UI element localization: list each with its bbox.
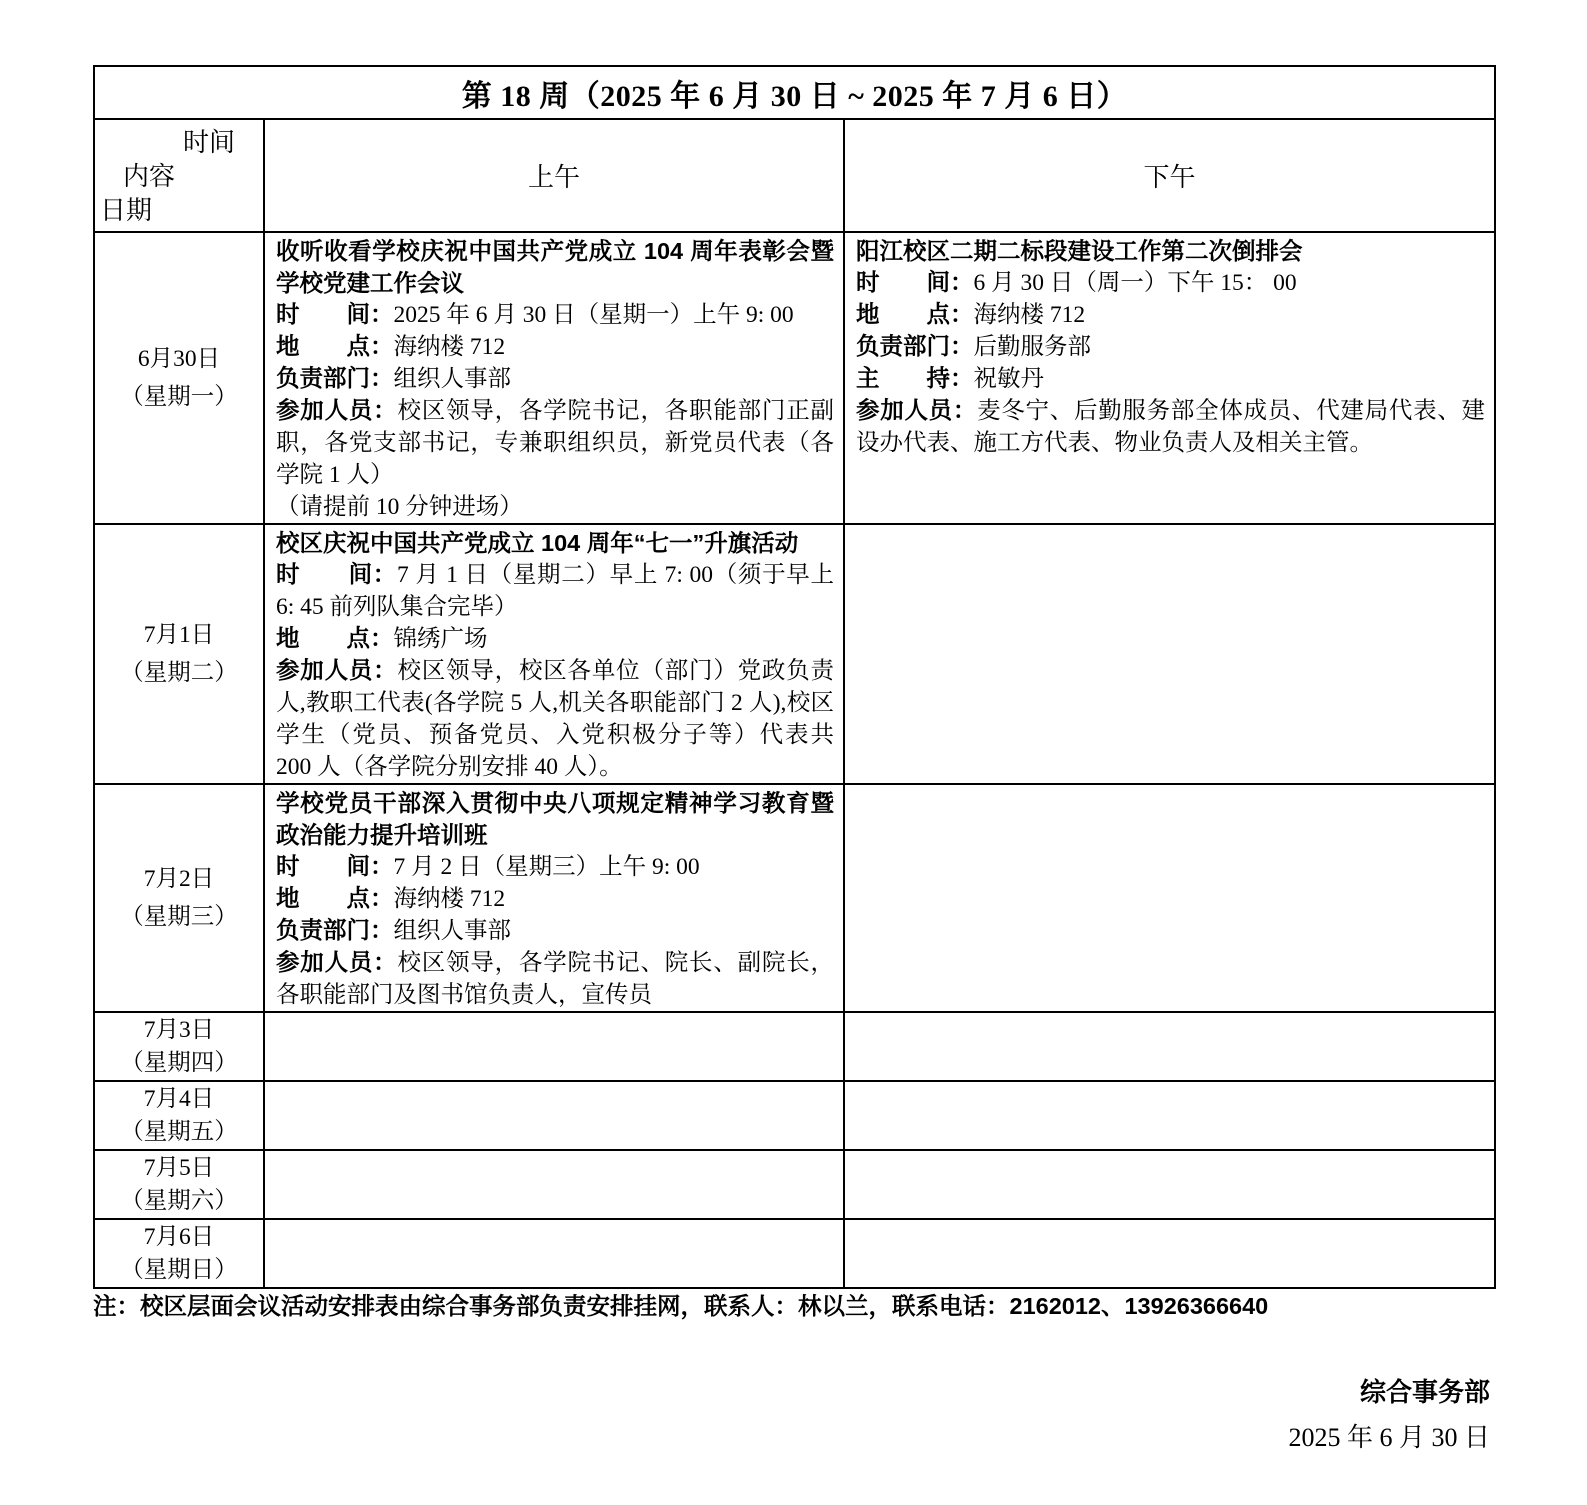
event-cell-morning: [264, 524, 844, 784]
date-cell: [94, 784, 264, 1012]
field-value: 祝敏丹: [973, 366, 1044, 392]
table-row: [94, 119, 1495, 232]
date-cell: [94, 1150, 264, 1219]
event-field-participants: [276, 395, 834, 491]
event-field-place: [276, 331, 834, 363]
event-title: 学校党员干部深入贯彻中央八项规定精神学习教育暨政治能力提升培训班: [276, 790, 834, 848]
column-header-morning: 上午: [264, 119, 844, 232]
date-cell: [94, 1219, 264, 1288]
event-field-place: [856, 299, 1485, 331]
field-label: 时 间：: [276, 562, 398, 588]
event-title: 阳江校区二期二标段建设工作第二次倒排会: [856, 238, 1303, 264]
table-row: [94, 1012, 1495, 1081]
event-field-department: [276, 363, 834, 395]
corner-header-cell: [94, 119, 264, 232]
weekday-text: （星期二）: [120, 660, 238, 686]
corner-label-content: 内容: [123, 161, 176, 191]
event-cell-afternoon-empty: [844, 784, 1495, 1012]
event-field-department: [856, 331, 1485, 363]
date-text: 7月3日: [143, 1016, 215, 1043]
weekday-text: （星期六）: [120, 1187, 238, 1214]
table-row: [94, 1219, 1495, 1288]
field-value: 2025 年 6 月 30 日（星期一）上午 9: 00: [393, 302, 794, 328]
field-value: 后勤服务部: [973, 334, 1091, 360]
event-title: 校区庆祝中国共产党成立 104 周年“七一”升旗活动: [276, 530, 799, 556]
field-label: 负责部门：: [276, 366, 394, 392]
field-label: 负责部门：: [856, 334, 974, 360]
event-field-time: [276, 299, 834, 331]
event-cell-afternoon-empty: [844, 1219, 1495, 1288]
field-value: 6 月 30 日（周一）下午 15： 00: [973, 270, 1297, 296]
date-cell: [94, 232, 264, 524]
event-cell-afternoon-empty: [844, 524, 1495, 784]
date-text: 7月5日: [143, 1154, 215, 1181]
field-value: 组织人事部: [393, 366, 511, 392]
event-field-department: [276, 915, 834, 947]
field-value: 校区领导，校区各单位（部门）党政负责人,教职工代表(各学院 5 人,机关各职能部门 2 人),校区学生（党员、预备党员、入党积极分子等）代表共 200 人（各学院分别安排 40 人）。: [276, 658, 835, 780]
event-field-time: [276, 559, 834, 623]
field-label: 参加人员：: [276, 950, 398, 976]
event-field-place: [276, 623, 834, 655]
event-field-participants: [276, 655, 834, 783]
field-label: 负责部门：: [276, 918, 394, 944]
table-row: [94, 524, 1495, 784]
table-row: [94, 232, 1495, 524]
field-label: 时 间：: [856, 270, 974, 296]
field-label: 参加人员：: [276, 658, 398, 684]
event-cell-afternoon-empty: [844, 1081, 1495, 1150]
table-row: [94, 1081, 1495, 1150]
field-value: 组织人事部: [393, 918, 511, 944]
table-row: [94, 1150, 1495, 1219]
field-value: 海纳楼 712: [393, 886, 506, 912]
column-header-afternoon: 下午: [844, 119, 1495, 232]
signature-date: 2025 年 6 月 30 日: [1288, 1423, 1490, 1452]
date-text: 6月30日: [137, 346, 221, 372]
field-value: 7 月 2 日（星期三）上午 9: 00: [393, 854, 700, 880]
field-value: 校区领导，各学院书记，各职能部门正副职，各党支部书记，专兼职组织员，新党员代表（各学院 1 人）: [276, 398, 835, 488]
field-value: 7 月 1 日（星期二）早上 7: 00（须于早上 6: 45 前列队集合完毕）: [276, 562, 835, 620]
event-cell-morning-empty: [264, 1012, 844, 1081]
week-title: 第 18 周（2025 年 6 月 30 日 ~ 2025 年 7 月 6 日）: [94, 66, 1495, 119]
event-field-place: [276, 883, 834, 915]
event-field-host: [856, 363, 1485, 395]
field-label: 地 点：: [856, 302, 974, 328]
footnote: 注：校区层面会议活动安排表由综合事务部负责安排挂网，联系人：林以兰，联系电话：2162012、13926366640: [93, 1293, 1269, 1319]
field-label: 主 持：: [856, 366, 974, 392]
event-field-time: [276, 851, 834, 883]
date-text: 7月1日: [143, 622, 215, 648]
date-text: 7月4日: [143, 1085, 215, 1112]
event-cell-morning: [264, 784, 844, 1012]
field-label: 地 点：: [276, 626, 394, 652]
field-value: 校区领导，各学院书记、院长、副院长，各职能部门及图书馆负责人，宣传员: [276, 950, 835, 1008]
weekday-text: （星期日）: [120, 1256, 238, 1283]
weekday-text: （星期一）: [120, 384, 238, 410]
weekly-schedule-table: [93, 65, 1496, 1289]
signature-department: 综合事务部: [1359, 1377, 1490, 1407]
event-cell-morning-empty: [264, 1081, 844, 1150]
event-cell-afternoon: [844, 232, 1495, 524]
date-text: 7月2日: [143, 866, 215, 892]
field-label: 参加人员：: [276, 398, 398, 424]
weekday-text: （星期五）: [120, 1118, 238, 1145]
event-cell-afternoon-empty: [844, 1012, 1495, 1081]
date-cell: [94, 1081, 264, 1150]
field-value: 海纳楼 712: [393, 334, 506, 360]
field-label: 地 点：: [276, 334, 394, 360]
corner-label-date: 日期: [100, 195, 153, 225]
event-field-time: [856, 267, 1485, 299]
table-row: [94, 66, 1495, 119]
weekday-text: （星期三）: [120, 904, 238, 930]
date-text: 7月6日: [143, 1223, 215, 1250]
event-cell-morning: [264, 232, 844, 524]
event-title: 收听收看学校庆祝中国共产党成立 104 周年表彰会暨学校党建工作会议: [276, 238, 834, 296]
event-field-participants: [856, 395, 1485, 459]
date-cell: [94, 524, 264, 784]
field-value: 麦冬宁、后勤服务部全体成员、代建局代表、建设办代表、施工方代表、物业负责人及相关主管。: [856, 398, 1486, 456]
event-note: （请提前 10 分钟进场）: [276, 494, 523, 520]
date-cell: [94, 1012, 264, 1081]
event-cell-morning-empty: [264, 1150, 844, 1219]
table-row: [94, 784, 1495, 1012]
event-cell-afternoon-empty: [844, 1150, 1495, 1219]
field-label: 时 间：: [276, 302, 394, 328]
event-field-participants: [276, 947, 834, 1011]
corner-label-time: 时间: [182, 127, 235, 157]
signature-block: [1288, 1369, 1490, 1461]
field-value: 锦绣广场: [393, 626, 488, 652]
field-label: 参加人员：: [856, 398, 978, 424]
field-label: 时 间：: [276, 854, 394, 880]
weekday-text: （星期四）: [120, 1049, 238, 1076]
field-value: 海纳楼 712: [973, 302, 1086, 328]
event-cell-morning-empty: [264, 1219, 844, 1288]
field-label: 地 点：: [276, 886, 394, 912]
